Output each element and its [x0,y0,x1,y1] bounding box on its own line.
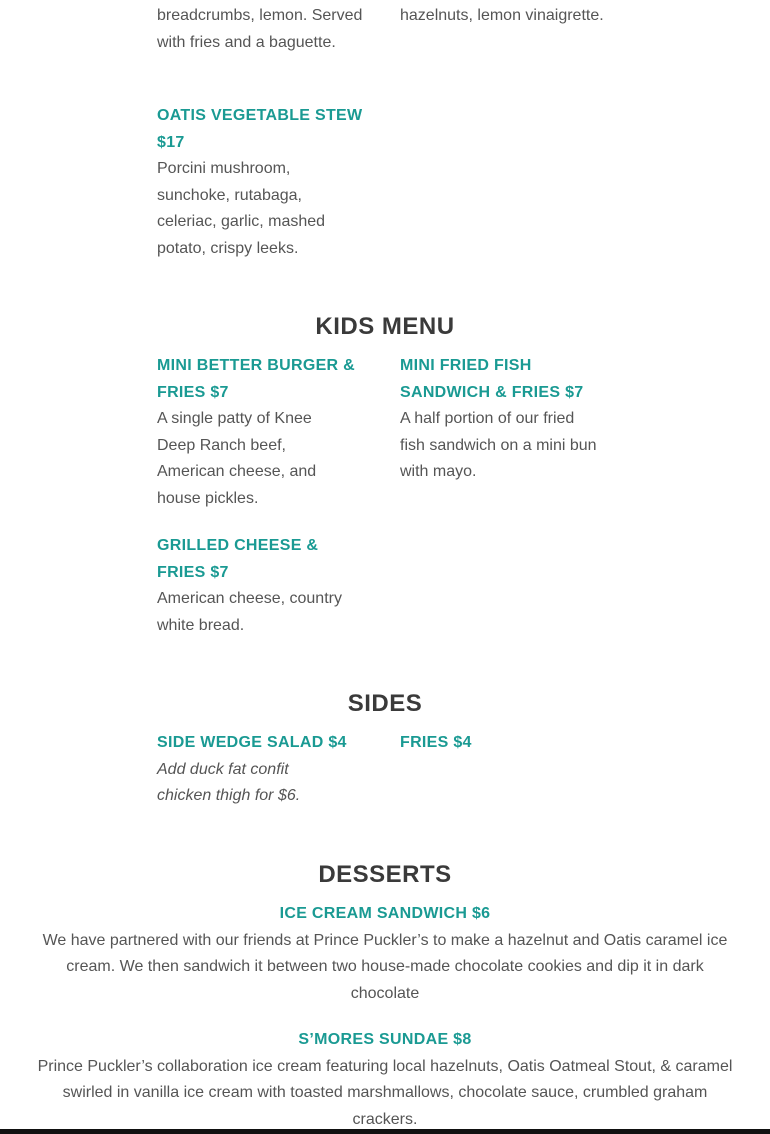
item-description: American cheese, country white bread. [157,590,342,634]
item-title: GRILLED CHEESE & FRIES $7 [157,537,319,581]
item-title: MINI FRIED FISH SANDWICH & FRIES $7 [400,357,584,401]
item-description: A half portion of our fried fish sandwich on a mini bun with mayo. [400,410,597,480]
item-description: Porcini mushroom, sunchoke, rutabaga, celeriac, garlic, mashed potato, crispy leeks. [157,160,326,257]
menu-item-vegetable-stew [157,103,377,262]
item-title: ICE CREAM SANDWICH $6 [279,905,491,922]
menu-item-grilled-cheese [157,533,342,639]
item-title: FRIES $4 [400,734,472,751]
entree-left-desc-tail: breadcrumbs, lemon. Served with fries and a baguette. [157,7,363,51]
section-heading-desserts: DESSERTS [318,861,452,888]
item-title: SIDE WEDGE SALAD $4 [157,734,347,751]
item-description: A single patty of Knee Deep Ranch beef, American cheese, and house pickles. [157,410,317,507]
item-title: S’MORES SUNDAE $8 [298,1031,472,1048]
bottom-edge-bar [0,1129,770,1134]
item-title: OATIS VEGETABLE STEW $17 [157,107,363,151]
item-description: Prince Puckler’s collaboration ice cream featuring local hazelnuts, Oatis Oatmeal Stout, & caramel swirled in vanilla ice cream with toasted marshmallows, chocolate sauce, crumbled graham crackers. [37,1057,733,1128]
menu-item-side-wedge-salad [157,730,372,810]
menu-item-smores-sundae [30,1027,740,1133]
entree-right-desc-tail: hazelnuts, lemon vinaigrette. [400,7,604,24]
menu-item-mini-fish-sandwich [400,353,600,486]
section-heading-kids-menu: KIDS MENU [315,313,455,340]
item-description: Add duck fat confit chicken thigh for $6. [157,760,301,804]
item-description: We have partnered with our friends at Prince Puckler’s to make a hazelnut and Oatis caramel ice cream. We then sandwich it between two house-made chocolate cookies and dip it in dark chocolate [42,931,728,1002]
menu-item-fries [400,730,610,757]
menu-item-ice-cream-sandwich [30,901,740,1007]
menu-item-mini-burger [157,353,367,512]
section-heading-sides: SIDES [347,690,423,717]
item-title: MINI BETTER BURGER & FRIES $7 [157,357,355,401]
